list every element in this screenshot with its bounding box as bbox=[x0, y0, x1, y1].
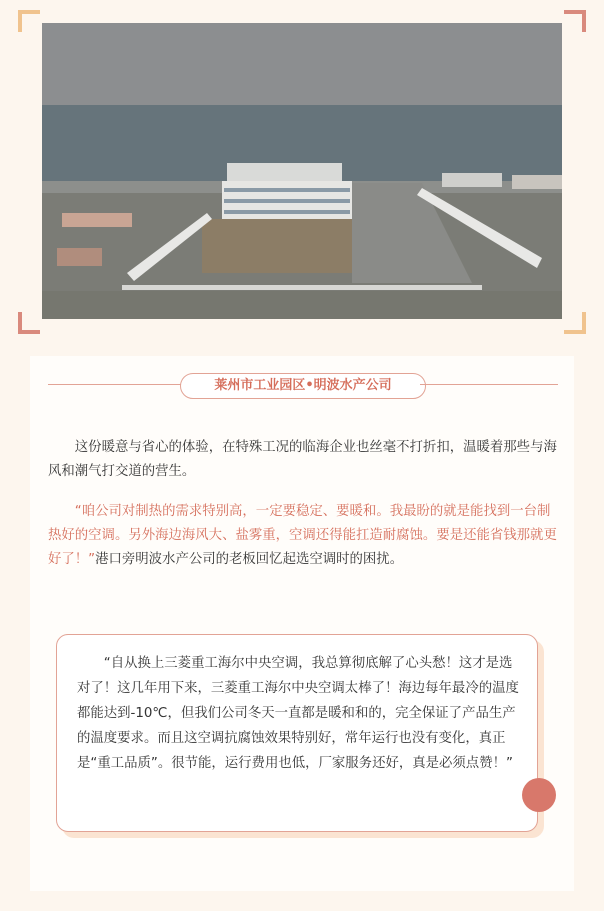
article-card bbox=[30, 356, 574, 891]
owner-quote-attribution: 港口旁明波水产公司的老板回忆起选空调时的困扰。 bbox=[95, 552, 404, 567]
owner-quote-paragraph bbox=[48, 500, 558, 572]
corner-decoration-top-right bbox=[564, 10, 586, 32]
divider-line-left bbox=[48, 384, 194, 385]
testimonial-text: “自从换上三菱重工海尔中央空调，我总算彻底解了心头愁！这才是选对了！这几年用下来，三菱重工海尔中央空调太棒了！海边每年最冷的温度都能达到-10℃，但我们公司冬天一直都是暖和和的，完全保证了产品生产的温度要求。而且这空调抗腐蚀效果特别好，常年运行也没有变化，真正是“重工品质”。很节能，运行费用也低，厂家服务还好，真是必须点赞！” bbox=[77, 656, 519, 771]
corner-decoration-bottom-left bbox=[18, 312, 40, 334]
section-tag: 莱州市工业园区•明波水产公司 bbox=[180, 373, 426, 399]
courtyard bbox=[202, 219, 352, 273]
decorative-circle bbox=[522, 778, 556, 812]
owner-quote-highlight: “咱公司对制热的需求特别高，一定要稳定、要暖和。我最盼的就是能找到一台制热好的空调。另外海边海风大、盐雾重，空调还得能扛造耐腐蚀。要是还能省钱那就更好了！” bbox=[48, 504, 557, 567]
corner-decoration-bottom-right bbox=[564, 312, 586, 334]
divider-line-right bbox=[420, 384, 558, 385]
intro-paragraph: 这份暖意与省心的体验，在特殊工况的临海企业也丝毫不打折扣，温暖着那些与海风和潮气打交道的营生。 bbox=[48, 440, 557, 479]
factory-aerial-photo bbox=[42, 23, 562, 319]
photo-frame bbox=[0, 0, 604, 340]
corner-decoration-top-left bbox=[18, 10, 40, 32]
factory-aerial-illustration bbox=[42, 23, 562, 319]
testimonial-box bbox=[56, 634, 538, 832]
